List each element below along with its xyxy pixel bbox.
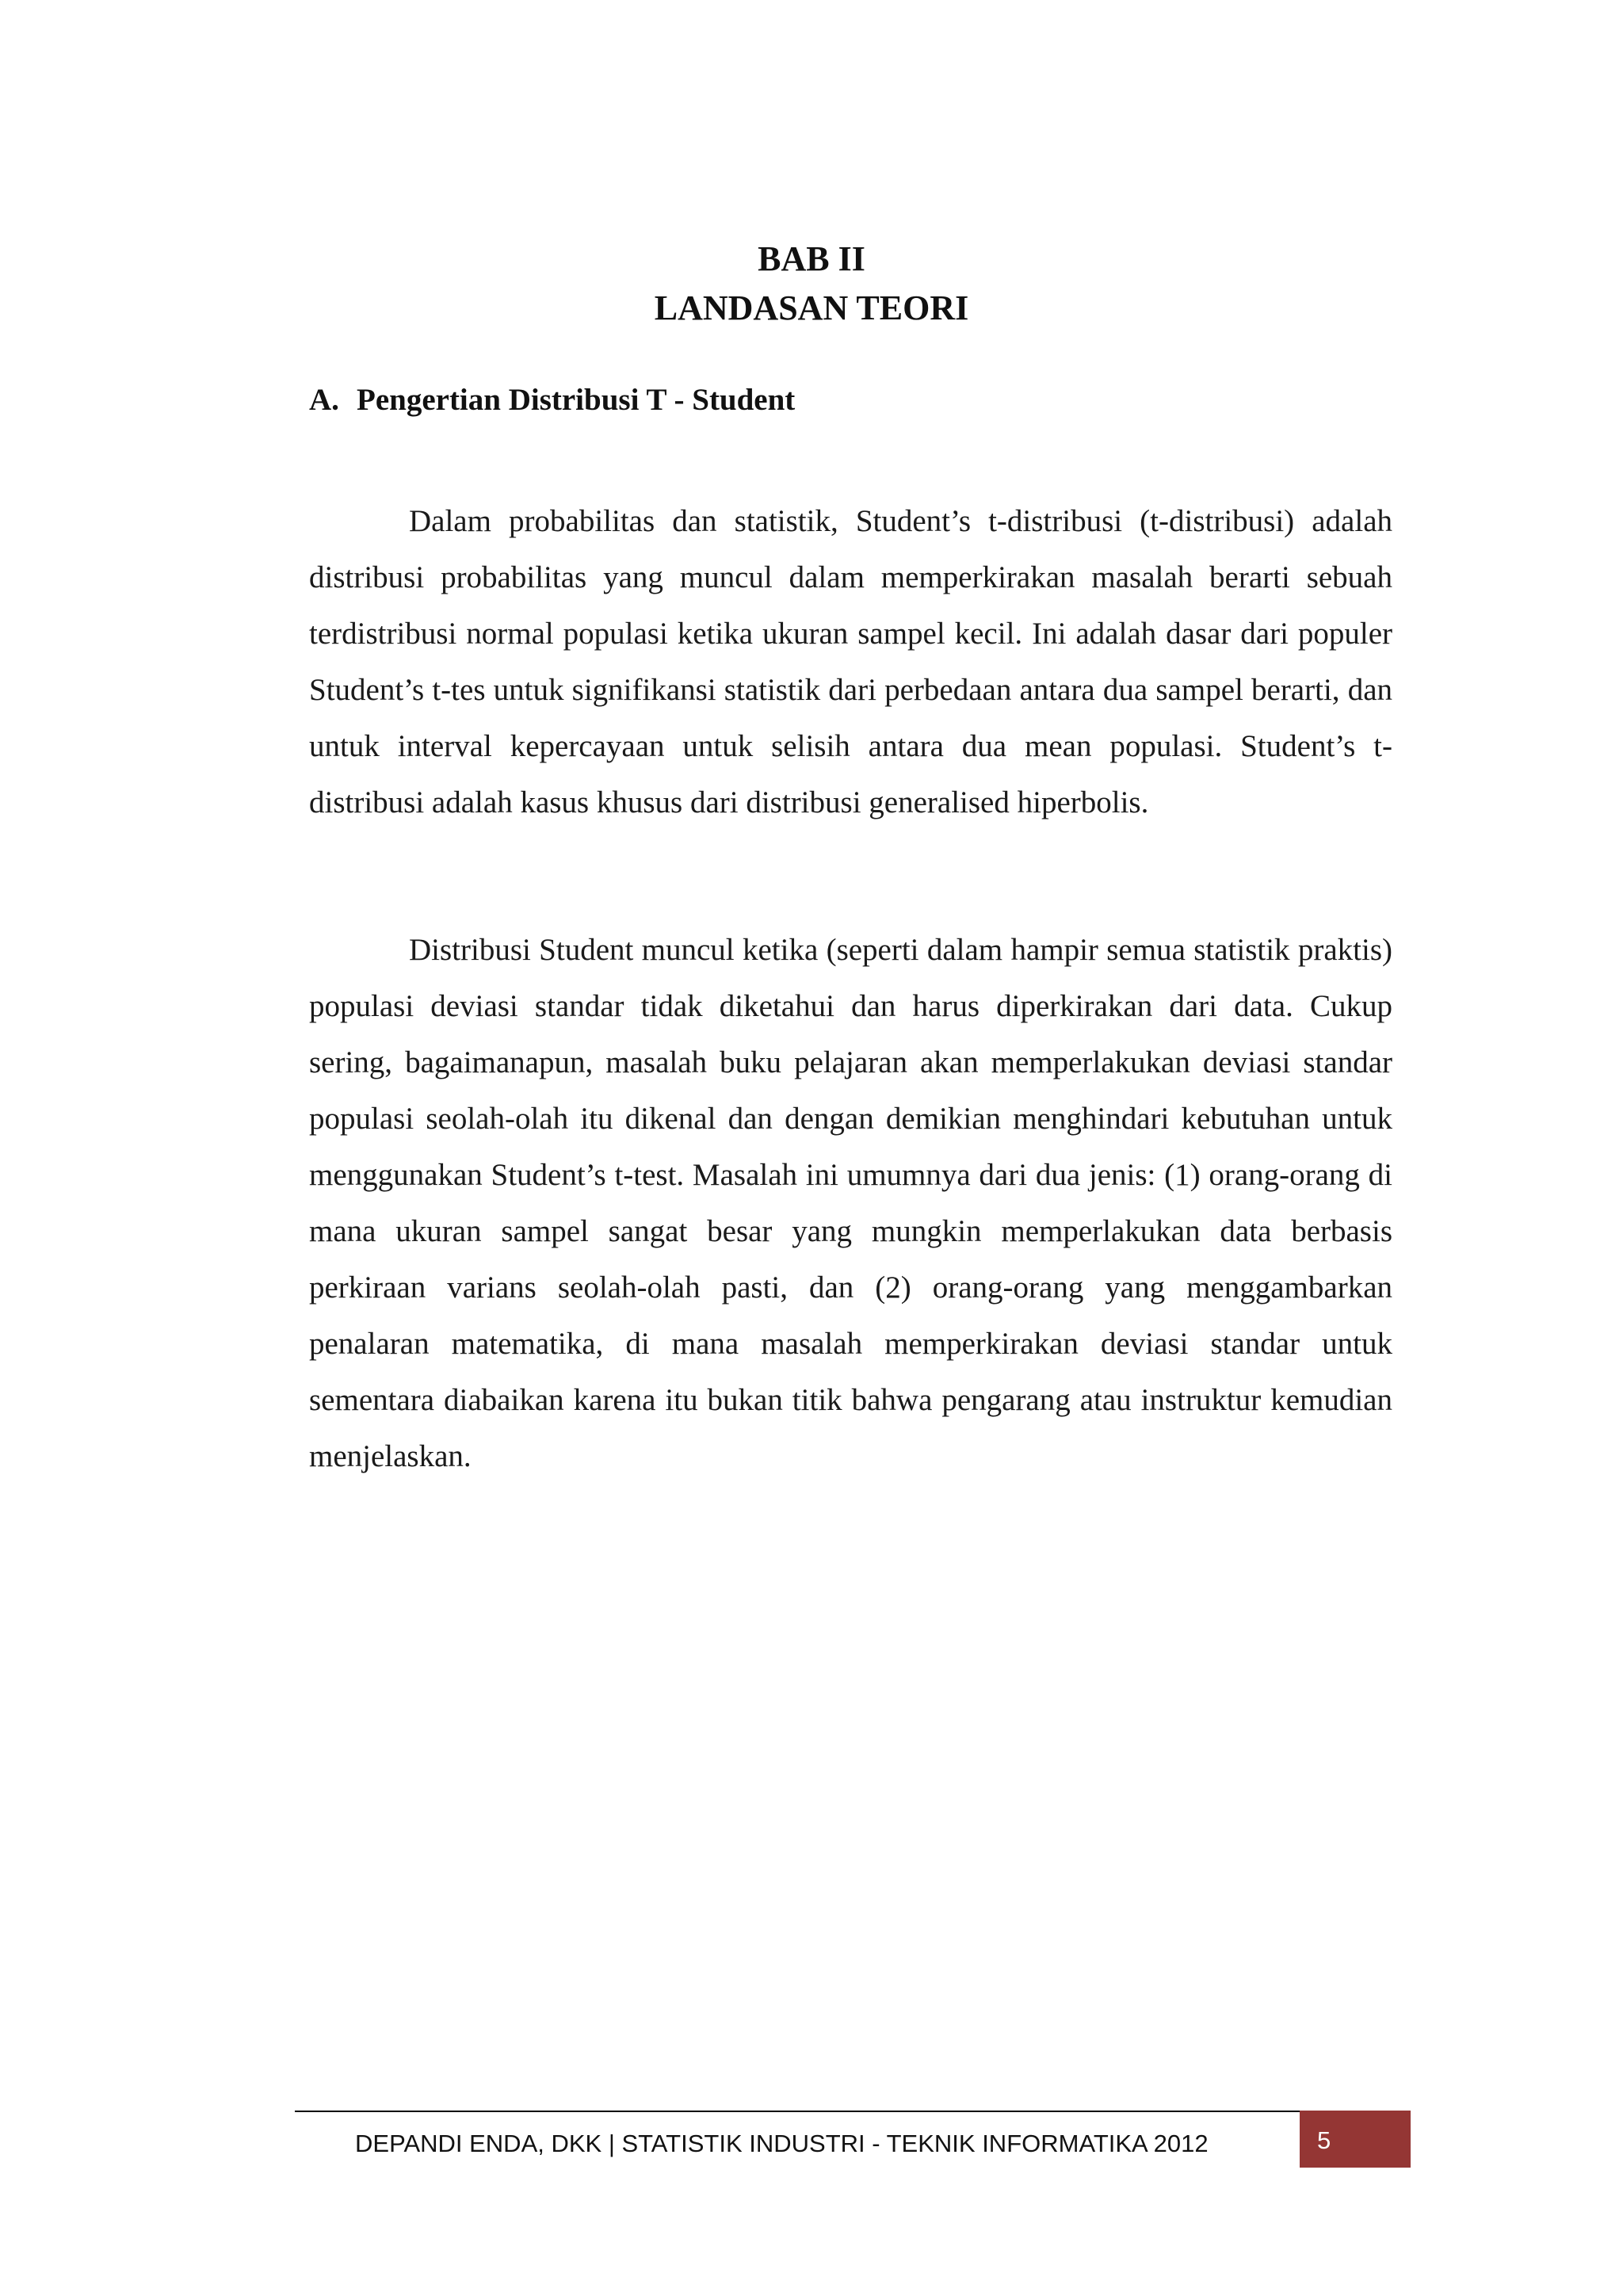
page-number-box	[1300, 2111, 1411, 2168]
section-number: A.	[309, 383, 339, 417]
page-footer	[295, 2111, 1411, 2168]
body-paragraph: Distribusi Student muncul ketika (seperti dalam hampir semua statistik praktis) populasi deviasi standar tidak diketahui dan harus diperkirakan dari data. Cukup sering, bagaimanapun, masalah buku pelajaran akan memperlakukan deviasi standar populasi seolah-olah itu dikenal dan dengan demikian menghindari kebutuhan untuk menggunakan Student’s t-test. Masalah ini umumnya dari dua jenis: (1) orang-orang di mana ukuran sampel sangat besar yang mungkin memperlakukan data berbasis perkiraan varians seolah-olah pasti, dan (2) orang-orang yang menggambarkan penalaran matematika, di mana masalah memperkirakan deviasi standar untuk sementara diabaikan karena itu bukan titik bahwa pengarang atau instruktur kemudian menjelaskan.	[309, 933, 1392, 1473]
chapter-number: BAB II	[758, 239, 865, 278]
body-paragraph: Dalam probabilitas dan statistik, Student’s t-distribusi (t-distribusi) adalah distribusi probabilitas yang muncul dalam memperkirakan masalah berarti sebuah terdistribusi normal populasi ketika ukuran sampel kecil. Ini adalah dasar dari populer Student’s t-tes untuk signifikansi statistik dari perbedaan antara dua sampel berarti, dan untuk interval kepercayaan untuk selisih antara dua mean populasi. Student’s t-distribusi adalah kasus khusus dari distribusi generalised hiperbolis.	[309, 504, 1392, 819]
footer-rule	[295, 2111, 1300, 2112]
chapter-heading	[0, 235, 1623, 333]
page-number: 5	[1317, 2126, 1331, 2154]
footer-text: DEPANDI ENDA, DKK | STATISTIK INDUSTRI - TEKNIK INFORMATIKA 2012	[355, 2130, 1209, 2157]
section-title: Pengertian Distribusi T - Student	[357, 383, 796, 417]
section-heading	[309, 380, 795, 420]
chapter-title: LANDASAN TEORI	[654, 288, 969, 327]
